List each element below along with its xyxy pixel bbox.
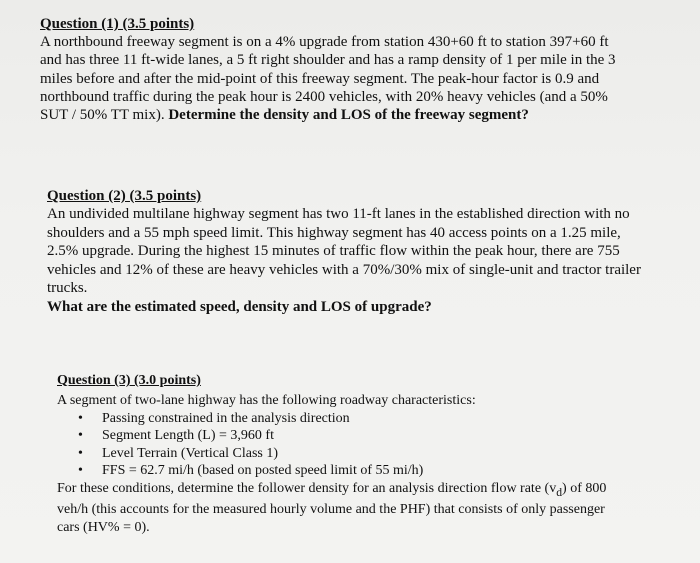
question-1-line: A northbound freeway segment is on a 4% upgrade from station 430+60 ft to station 397+60 ft (40, 34, 609, 50)
question-3 (57, 372, 687, 537)
list-item-text: Passing constrained in the analysis direction (102, 410, 350, 426)
question-1-line: miles before and after the mid-point of this freeway segment. The peak-hour factor is 0.9 and (40, 70, 600, 87)
bullet-icon: • (78, 410, 83, 426)
bullet-icon: • (78, 428, 83, 444)
list-item-text: FFS = 62.7 mi/h (based on posted speed limit of 55 mi/h) (102, 463, 424, 479)
list-item-text: Level Terrain (Vertical Class 1) (102, 445, 279, 461)
closing-text-a: For these conditions, determine the follower density for an analysis direction flow rate (v (57, 480, 557, 496)
question-3-title: Question (3) (3.0 points) (57, 373, 201, 388)
list-item (78, 462, 687, 480)
question-3-intro: A segment of two-lane highway has the following roadway characteristics: (57, 393, 476, 408)
question-1-last-text: SUT / 50% TT mix). (40, 107, 165, 124)
question-2 (47, 188, 692, 317)
question-2-line: trucks. (47, 280, 88, 297)
question-1-line: and has three 11 ft-wide lanes, a 5 ft right shoulder and has a ramp density of 1 per mile in the 3 (40, 52, 616, 69)
question-1 (40, 16, 690, 124)
list-item (78, 445, 687, 463)
question-2-title: Question (2) (3.5 points) (47, 188, 202, 204)
list-item (78, 427, 687, 445)
list-item-text: Segment Length (L) = 3,960 ft (102, 428, 274, 444)
bullet-icon: • (78, 445, 83, 461)
question-1-title: Question (1) (3.5 points) (40, 16, 195, 32)
question-1-line: northbound traffic during the peak hour is 2400 vehicles, with 20% heavy vehicles (and a 50% (40, 88, 608, 105)
question-3-closing-line (57, 480, 687, 501)
question-2-line: vehicles and 12% of these are heavy vehicles with a 70%/30% mix of single-unit and tractor trailer (47, 261, 641, 278)
question-1-last-line (40, 106, 690, 124)
question-2-line: An undivided multilane highway segment has two 11-ft lanes in the established direction with no (47, 206, 630, 222)
closing-text-b: ) of 800 (562, 480, 607, 496)
question-1-ask: Determine the density and LOS of the freeway segment? (168, 107, 529, 124)
question-2-line: shoulders and a 55 mph speed limit. This highway segment has 40 access points on a 1.25 mile, (47, 224, 621, 241)
question-2-line: 2.5% upgrade. During the highest 15 minutes of traffic flow within the peak hour, there are 755 (47, 243, 620, 260)
characteristics-list (57, 410, 687, 480)
bullet-icon: • (78, 463, 83, 479)
list-item (78, 410, 687, 428)
question-2-ask: What are the estimated speed, density and LOS of upgrade? (47, 298, 432, 315)
subscript-d: d (556, 485, 563, 499)
question-3-closing-line: veh/h (this accounts for the measured hourly volume and the PHF) that consists of only passenger (57, 502, 605, 518)
question-3-closing-line: cars (HV% = 0). (57, 519, 150, 535)
